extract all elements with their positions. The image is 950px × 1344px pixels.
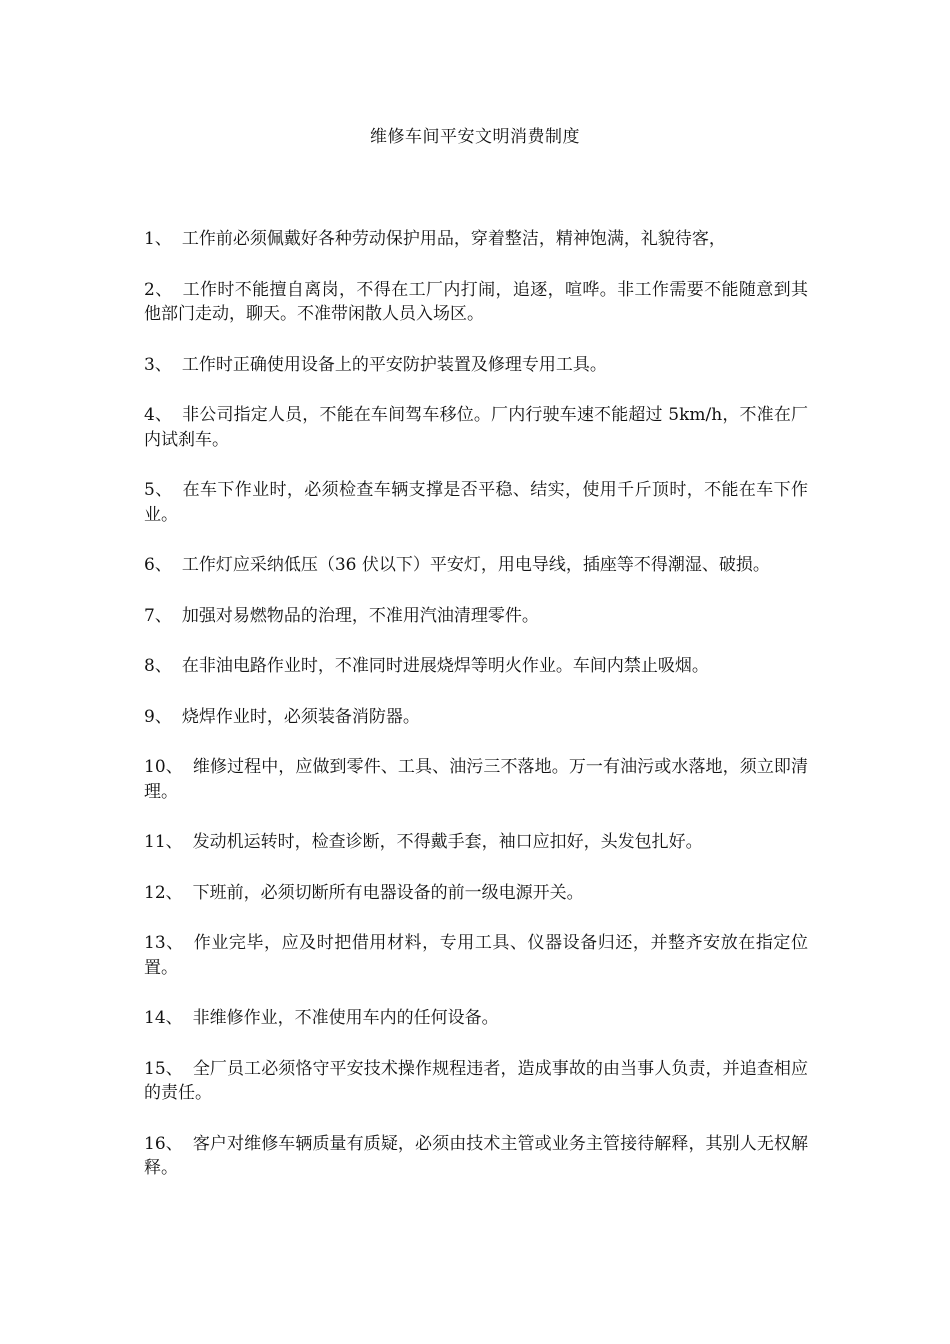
- rule-number: 13、: [144, 933, 184, 953]
- rule-item: [144, 1132, 808, 1181]
- rule-item: [144, 278, 808, 327]
- rule-text: 作业完毕，应及时把借用材料，专用工具、仪器设备归还，并整齐安放在指定位置。: [144, 933, 808, 978]
- rule-text: 烧焊作业时，必须装备消防器。: [181, 706, 420, 727]
- rule-item: [144, 1057, 808, 1106]
- rule-number: 6、: [144, 555, 172, 575]
- rule-item: [144, 604, 808, 629]
- rule-text: 维修过程中，应做到零件、工具、油污三不落地。万一有油污或水落地，须立即清理。: [144, 757, 809, 802]
- rule-item: [144, 654, 808, 679]
- rule-number: 5、: [144, 480, 173, 500]
- rule-number: 15、: [144, 1058, 183, 1079]
- rule-text: 在非油电路作业时，不准同时进展烧焊等明火作业。车间内禁止吸烟。: [181, 656, 709, 676]
- rule-number: 2、: [144, 279, 173, 300]
- rule-number: 16、: [144, 1133, 183, 1154]
- rules-list: [144, 227, 808, 1207]
- rule-item: [144, 830, 808, 855]
- rule-number: 7、: [144, 605, 172, 626]
- rule-text: 非维修作业，不准使用车内的任何设备。: [192, 1008, 499, 1028]
- rule-number: 4、: [144, 405, 173, 425]
- rule-item: [144, 705, 808, 730]
- rule-number: 9、: [144, 706, 172, 727]
- rule-text: 工作灯应采纳低压（36 伏以下）平安灯，用电导线，插座等不得潮湿、破损。: [181, 555, 770, 575]
- rule-text: 工作时正确使用设备上的平安防护装置及修理专用工具。: [181, 354, 607, 375]
- rule-text: 工作前必须佩戴好各种劳动保护用品，穿着整洁，精神饱满，礼貌待客，: [181, 229, 726, 249]
- rule-item: [144, 881, 808, 906]
- rule-number: 12、: [144, 882, 183, 903]
- rule-number: 8、: [144, 656, 172, 676]
- rule-text: 下班前，必须切断所有电器设备的前一级电源开关。: [192, 882, 584, 903]
- rule-number: 11、: [144, 832, 183, 852]
- rule-item: [144, 478, 808, 527]
- rule-text: 客户对维修车辆质量有质疑，必须由技术主管或业务主管接待解释，其别人无权解释。: [144, 1133, 809, 1178]
- rule-item: [144, 755, 808, 804]
- rule-text: 全厂员工必须恪守平安技术操作规程违者，造成事故的由当事人负责，并追查相应的责任。: [144, 1058, 809, 1103]
- rule-text: 发动机运转时，检查诊断，不得戴手套，袖口应扣好，头发包扎好。: [192, 832, 703, 852]
- rule-number: 10、: [144, 757, 183, 777]
- document-title: 维修车间平安文明消费制度: [370, 127, 580, 147]
- rule-text: 工作时不能擅自离岗，不得在工厂内打闹，追逐，喧哗。非工作需要不能随意到其他部门走动，聊天。不准带闲散人员入场区。: [144, 279, 808, 324]
- rule-text: 在车下作业时，必须检查车辆支撑是否平稳、结实，使用千斤顶时，不能在车下作业。: [144, 480, 808, 525]
- rule-item: [144, 227, 808, 252]
- rule-text: 非公司指定人员，不能在车间驾车移位。厂内行驶车速不能超过 5km/h，不准在厂内试刹车。: [144, 405, 808, 450]
- rule-item: [144, 553, 808, 578]
- rule-item: [144, 931, 808, 980]
- rule-number: 3、: [144, 354, 172, 375]
- rule-item: [144, 1006, 808, 1031]
- rule-item: [144, 403, 808, 452]
- rule-number: 1、: [144, 229, 172, 249]
- rule-text: 加强对易燃物品的治理，不准用汽油清理零件。: [181, 605, 539, 626]
- rule-item: [144, 353, 808, 378]
- rule-number: 14、: [144, 1008, 183, 1028]
